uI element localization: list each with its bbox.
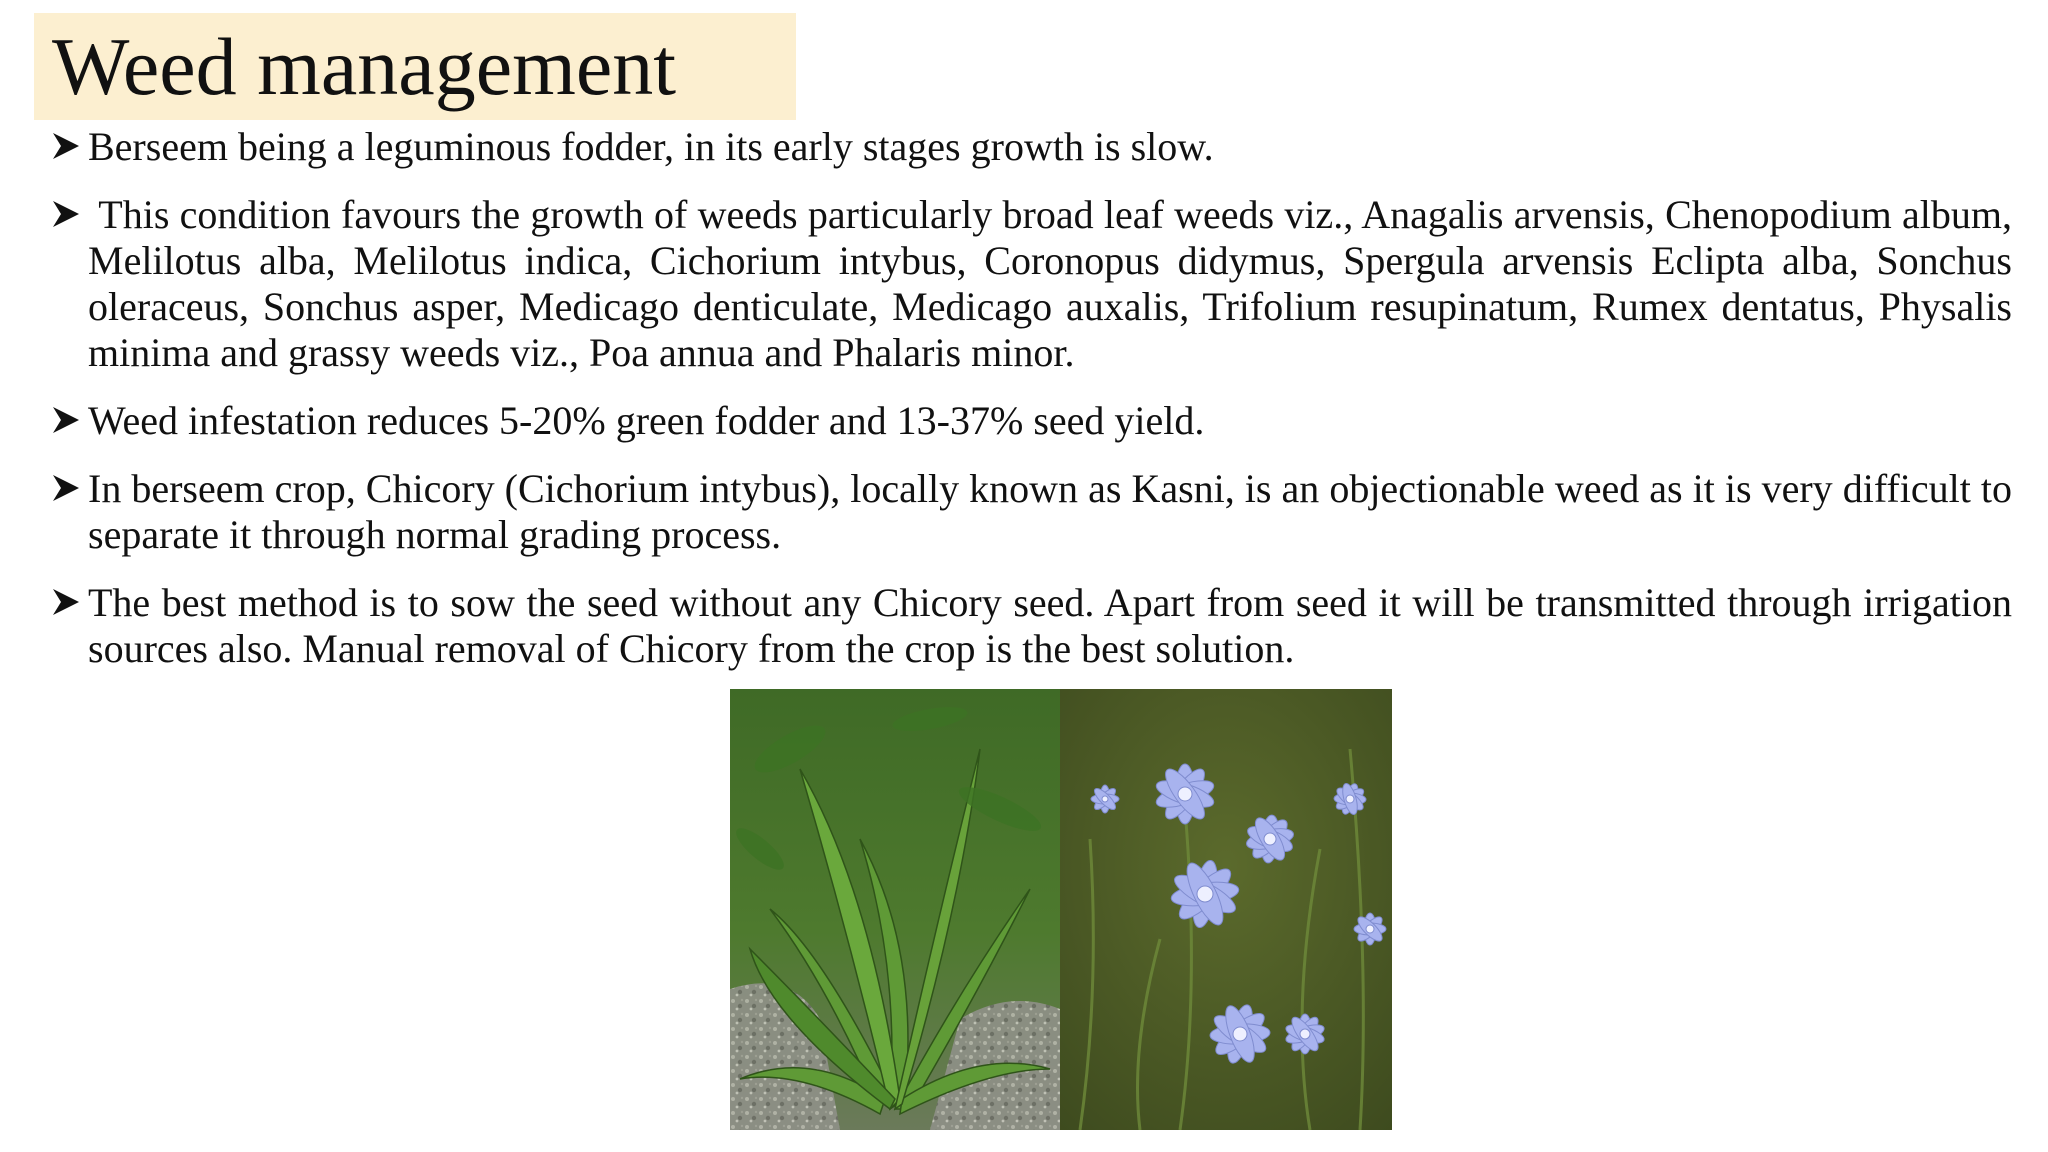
- chicory-plant-rosette-photo: [730, 689, 1060, 1130]
- arrowhead-bullet-icon: [50, 198, 82, 230]
- chicory-photo-collage: [730, 689, 1392, 1130]
- arrowhead-bullet-icon: [50, 130, 82, 162]
- bullet-item: [50, 192, 2023, 376]
- bullet-text: The best method is to sow the seed without any Chicory seed. Apart from seed it will be transmitted through irrigation sources also. Manual removal of Chicory from the crop is the best solution.: [88, 580, 2012, 671]
- bullet-item: [50, 580, 2012, 672]
- bullet-item: [50, 124, 2012, 170]
- arrowhead-bullet-icon: [50, 586, 82, 618]
- title-banner: [34, 13, 796, 120]
- bullet-list: [50, 124, 2023, 694]
- bullet-text: In berseem crop, Chicory (Cichorium intybus), locally known as Kasni, is an objectionable weed as it is very difficult to separate it through normal grading process.: [88, 466, 2012, 557]
- bullet-text: Berseem being a leguminous fodder, in its early stages growth is slow.: [88, 124, 1214, 169]
- bullet-item: [50, 466, 2012, 558]
- bullet-text: This condition favours the growth of weeds particularly broad leaf weeds viz., Anagalis arvensis, Chenopodium album, Melilotus alba, Melilotus indica, Cichorium intybus, Coronopus didymus, Spergula arvensis Eclipta alba, Sonchus oleraceus, Sonchus asper, Medicago denticulate, Medicago auxalis, Trifolium resupinatum, Rumex dentatus, Physalis minima and grassy weeds viz., Poa annua and Phalaris minor.: [88, 192, 2023, 375]
- arrowhead-bullet-icon: [50, 404, 82, 436]
- chicory-blue-flowers-photo: [1060, 689, 1392, 1130]
- bullet-item: [50, 398, 2012, 444]
- bullet-text: Weed infestation reduces 5-20% green fodder and 13-37% seed yield.: [88, 398, 1205, 443]
- arrowhead-bullet-icon: [50, 472, 82, 504]
- slide-title: Weed management: [52, 21, 677, 112]
